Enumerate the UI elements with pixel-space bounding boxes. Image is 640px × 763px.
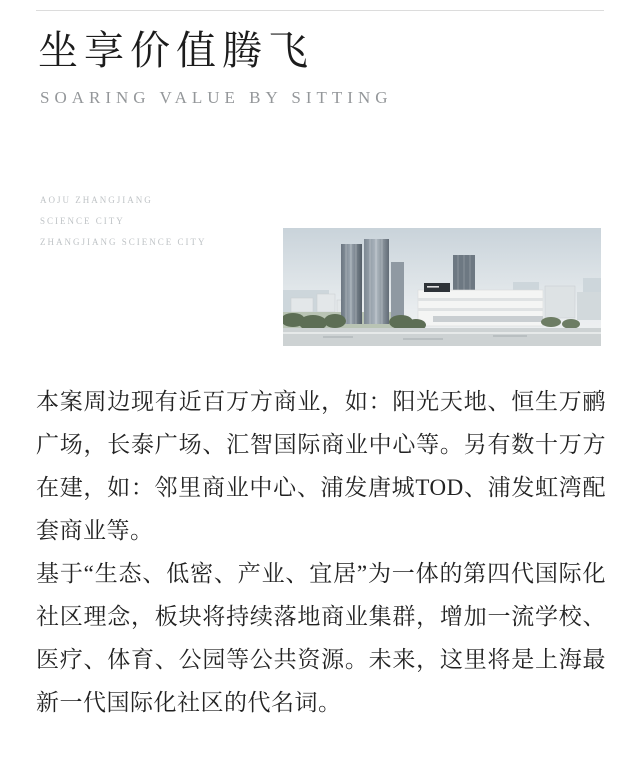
- watermark-line-2: SCIENCE CITY: [40, 216, 125, 226]
- article-body: [36, 380, 606, 724]
- paragraph-2: 基于“生态、低密、产业、宜居”为一体的第四代国际化社区理念，板块将持续落地商业集群，增加一流学校、医疗、体育、公园等公共资源。未来，这里将是上海最新一代国际化社区的代名词。: [36, 561, 606, 715]
- brand-watermark: [40, 190, 207, 253]
- city-rendering-illustration: [283, 228, 601, 346]
- hero-image: [283, 228, 601, 346]
- watermark-line-1: AOJU ZHANGJIANG: [40, 195, 153, 205]
- page-title: 坐享价值腾飞: [38, 28, 314, 73]
- page-subtitle: SOARING VALUE BY SITTING: [40, 88, 393, 107]
- paragraph-1: 本案周边现有近百万方商业，如：阳光天地、恒生万鹂广场，长泰广场、汇智国际商业中心等。另有数十万方在建，如：邻里商业中心、浦发唐城TOD、浦发虹湾配套商业等。: [36, 389, 606, 543]
- watermark-line-3: ZHANGJIANG SCIENCE CITY: [40, 237, 207, 247]
- top-divider: [36, 10, 604, 11]
